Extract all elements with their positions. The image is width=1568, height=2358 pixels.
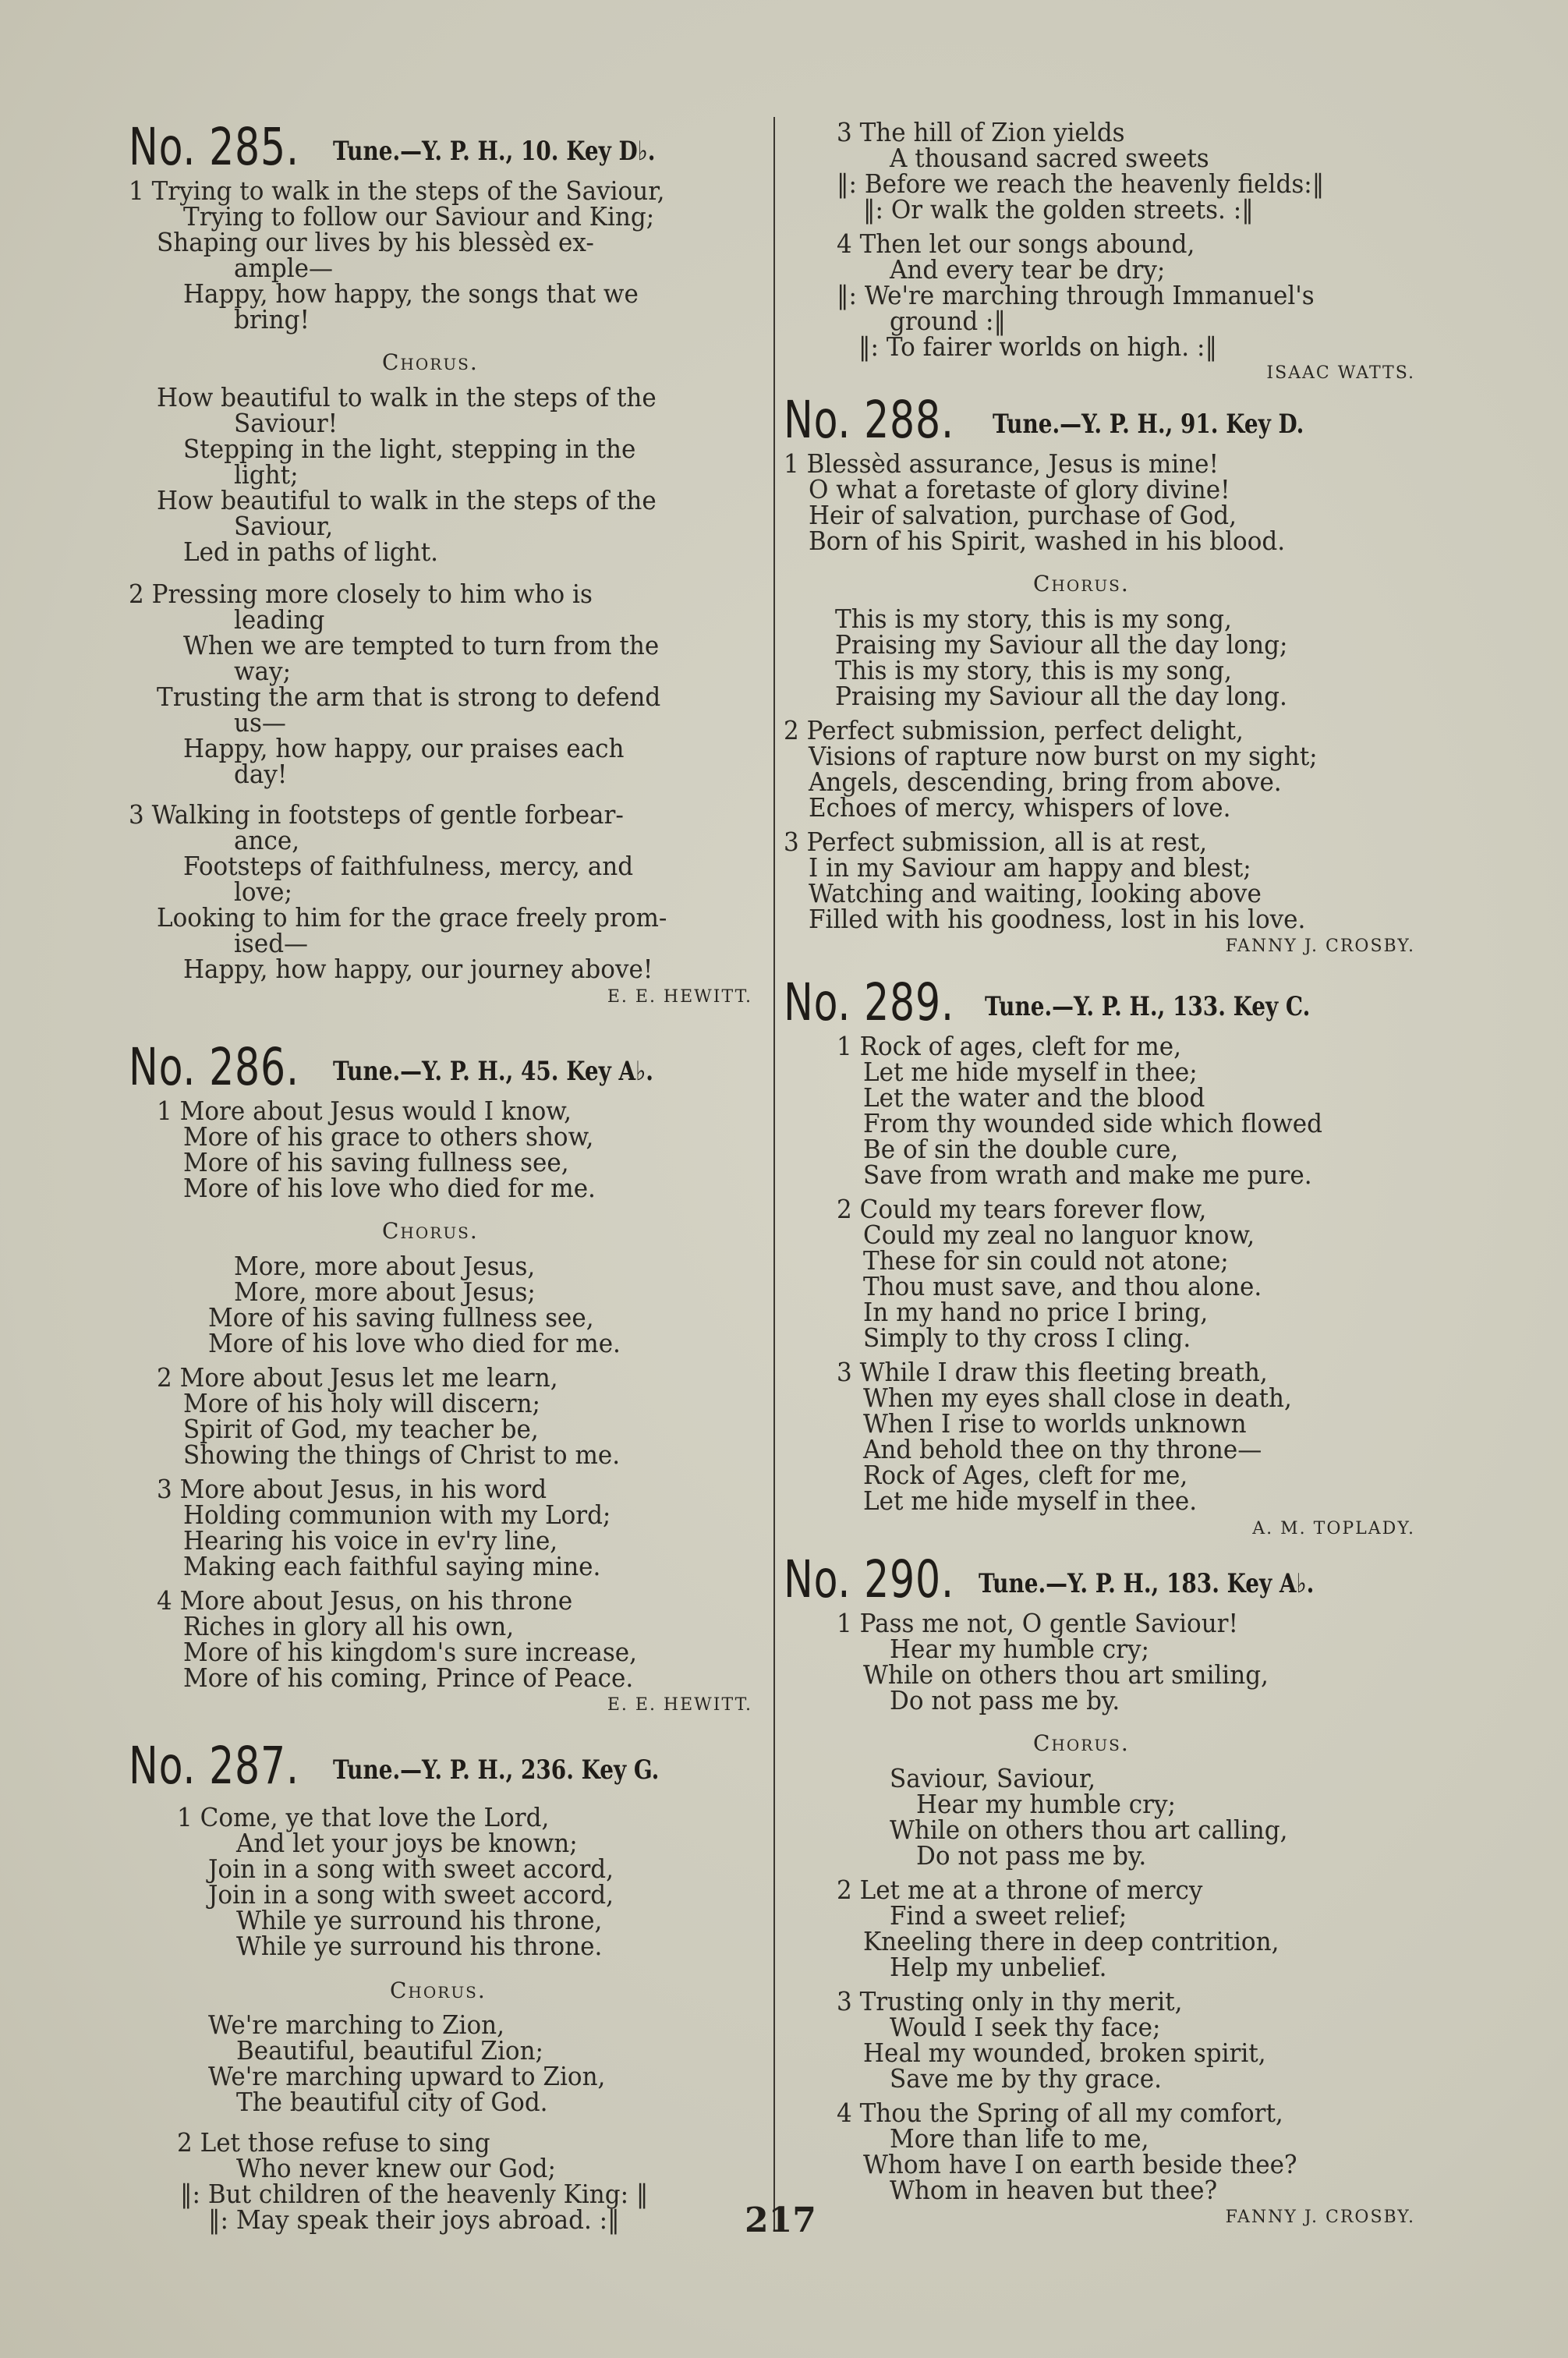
chorus-line: Saviour, Saviour, [890,1763,1096,1793]
hymn-286 [129,1036,768,1715]
chorus-line: We're marching to Zion, [208,2009,504,2040]
hymn-line: Hear my humble cry; [890,1634,1149,1664]
hymn-line: ‖: But children of the heavenly King: ‖ [180,2179,649,2209]
hymn-line: 2 More about Jesus let me learn, [157,1362,558,1393]
hymn-author: ISAAC WATTS. [1266,363,1415,383]
hymn-line: Let me hide myself in thee; [863,1057,1198,1087]
hymn-line: ‖: We're marching through Immanuel's [837,280,1315,310]
hymn-author: FANNY J. CROSBY. [1225,936,1415,956]
hymn-author: A. M. TOPLADY. [1252,1519,1415,1538]
hymn-line: 1 Come, ye that love the Lord, [177,1802,550,1832]
hymn-line: When we are tempted to turn from the [183,630,660,660]
chorus-line: Saviour! [234,408,338,438]
hymn-line: Let the water and the blood [863,1082,1205,1113]
hymn-line: More of his coming, Prince of Peace. [183,1662,634,1693]
tune-info: Tune.—Y. P. H., 91. Key D. [993,409,1304,440]
chorus-line: Do not pass me by. [916,1840,1147,1871]
hymn-author: E. E. HEWITT. [607,987,752,1007]
tune-info: Tune.—Y. P. H., 236. Key G. [333,1754,660,1786]
hymn-line: 3 The hill of Zion yields [837,117,1125,147]
chorus-label: Chorus. [1033,1730,1130,1756]
hymn-author: FANNY J. CROSBY. [1225,2208,1415,2227]
hymn-line: leading [234,604,325,635]
chorus-line: More, more about Jesus; [234,1276,536,1307]
hymn-line: Making each faithful saying mine. [183,1551,601,1581]
hymn-line: 2 Perfect submission, perfect delight, [784,715,1244,745]
hymn-line: Happy, how happy, the songs that we [183,278,639,309]
hymn-line: While on others thou art smiling, [863,1659,1269,1690]
chorus-line: More of his saving fullness see, [208,1302,594,1333]
chorus-line: More, more about Jesus, [234,1251,536,1281]
chorus-line: While on others thou art calling, [890,1815,1288,1845]
hymn-line: Footsteps of faithfulness, mercy, and [183,851,634,881]
hymn-line: ‖: Or walk the golden streets. :‖ [863,194,1254,225]
hymn-line: I in my Saviour am happy and blest; [809,852,1251,883]
hymn-line: 3 Walking in footsteps of gentle forbear- [129,799,624,830]
chorus-line: This is my story, this is my song, [835,655,1232,685]
hymn-line: Whom in heaven but thee? [890,2175,1218,2205]
chorus-line: Praising my Saviour all the day long. [835,681,1287,711]
hymn-290 [784,1548,1431,2227]
chorus-label: Chorus. [382,1218,479,1244]
hymn-line: A thousand sacred sweets [890,143,1209,173]
hymn-line: Happy, how happy, our praises each [183,733,625,763]
hymn-line: 3 Trusting only in thy merit, [837,1986,1183,2016]
hymn-line: Save me by thy grace. [890,2063,1162,2094]
hymn-line: 4 Then let our songs abound, [837,228,1195,259]
hymn-line: Spirit of God, my teacher be, [183,1414,539,1444]
hymn-line: More of his saving fullness see, [183,1147,569,1177]
hymn-line: us— [234,707,286,738]
chorus-line: Saviour, [234,511,334,541]
chorus-line: We're marching upward to Zion, [208,2061,606,2091]
hymn-line: Filled with his goodness, lost in his love. [809,904,1306,934]
hymn-line: 3 While I draw this fleeting breath, [837,1357,1268,1387]
chorus-label: Chorus. [390,1977,487,2003]
tune-info: Tune.—Y. P. H., 45. Key A♭. [333,1056,653,1087]
hymn-number: No. 287. [129,1736,299,1796]
hymn-line: day! [234,759,288,789]
hymn-line: More of his grace to others show, [183,1121,594,1152]
hymn-line: More of his love who died for me. [183,1173,596,1203]
tune-info: Tune.—Y. P. H., 10. Key D♭. [333,136,656,167]
hymn-line: 2 Let me at a throne of mercy [837,1875,1203,1905]
hymn-line: Showing the things of Christ to me. [183,1439,621,1470]
hymn-line: Simply to thy cross I cling. [863,1322,1191,1353]
chorus-line: How beautiful to walk in the steps of the [157,485,657,515]
hymn-header [129,1734,768,1804]
hymn-line: ised— [234,928,309,958]
hymn-number: No. 289. [784,972,954,1032]
hymn-line: Hearing his voice in ev'ry line, [183,1525,558,1556]
hymn-line: Find a sweet relief; [890,1900,1127,1931]
hymn-line: Echoes of mercy, whispers of love. [809,792,1231,823]
hymn-line: Let me hide myself in thee. [863,1485,1198,1516]
hymn-line: ample— [234,253,334,283]
hymn-line: And behold thee on thy throne— [863,1434,1262,1464]
hymn-line: Shaping our lives by his blessèd ex- [157,227,594,257]
chorus-line: Beautiful, beautiful Zion; [236,2035,544,2066]
hymn-line: Would I seek thy face; [890,2012,1161,2042]
hymn-number: No. 286. [129,1037,299,1097]
hymn-line: Trusting the arm that is strong to defend [157,682,661,712]
hymn-line: While ye surround his throne. [236,1931,603,1961]
hymn-line: More than life to me, [890,2123,1149,2154]
hymn-line: way; [234,656,292,686]
hymn-line: O what a foretaste of glory divine! [809,474,1230,505]
hymn-line: Be of sin the double cure, [863,1134,1179,1164]
hymn-line: 1 Rock of ages, cleft for me, [837,1031,1181,1061]
chorus-line: Led in paths of light. [183,536,439,567]
hymn-author: E. E. HEWITT. [607,1695,752,1715]
chorus-line: Stepping in the light, stepping in the [183,434,636,464]
hymn-line: Trying to follow our Saviour and King; [183,201,655,232]
hymn-line: Do not pass me by. [890,1685,1120,1715]
chorus-line: How beautiful to walk in the steps of the [157,382,657,412]
hymn-line: Angels, descending, bring from above. [809,767,1282,797]
hymn-line: 1 Blessèd assurance, Jesus is mine! [784,448,1219,479]
hymn-line: Kneeling there in deep contrition, [863,1926,1280,1956]
hymn-line: Join in a song with sweet accord, [208,1853,614,1884]
hymn-line: Born of his Spirit, washed in his blood. [809,526,1286,556]
hymn-line: 1 More about Jesus would I know, [157,1096,572,1126]
hymn-line: And every tear be dry; [890,254,1166,285]
chorus-line: light; [234,459,299,490]
hymn-line: Looking to him for the grace freely prom- [157,902,667,933]
hymn-line: 1 Pass me not, O gentle Saviour! [837,1608,1238,1638]
hymn-line: 4 More about Jesus, on his throne [157,1585,573,1616]
hymn-number: No. 290. [784,1549,954,1609]
hymn-line: Watching and waiting, looking above [809,878,1262,908]
hymn-number: No. 285. [129,117,299,177]
hymn-line: love; [234,876,292,907]
hymn-line: And let your joys be known; [236,1828,578,1858]
hymn-line: Who never knew our God; [236,2153,556,2183]
chorus-label: Chorus. [1033,571,1130,597]
hymn-line: ‖: To fairer worlds on high. :‖ [858,331,1217,362]
hymn-line: Riches in glory all his own, [183,1611,515,1641]
chorus-line: Hear my humble cry; [916,1789,1176,1819]
page-number: 217 [745,2200,816,2240]
chorus-line: The beautiful city of God. [236,2087,548,2117]
hymn-line: 3 More about Jesus, in his word [157,1474,547,1504]
hymn-line: 3 Perfect submission, all is at rest, [784,827,1208,857]
hymn-line: Heir of salvation, purchase of God, [809,500,1237,530]
hymn-line: bring! [234,304,310,335]
hymn-line: When my eyes shall close in death, [863,1383,1292,1413]
hymn-line: ‖: Before we reach the heavenly fields:‖ [837,168,1325,199]
hymn-line: ‖: May speak their joys abroad. :‖ [208,2204,620,2235]
tune-info: Tune.—Y. P. H., 133. Key C. [985,991,1311,1022]
column-divider [773,117,775,2230]
hymn-line: More of his holy will discern; [183,1388,541,1418]
hymn-line: These for sin could not atone; [863,1245,1229,1276]
hymn-line: Save from wrath and make me pure. [863,1160,1312,1190]
hymn-289 [784,971,1431,1538]
hymn-line: In my hand no price I bring, [863,1297,1209,1327]
tune-info: Tune.—Y. P. H., 183. Key A♭. [979,1568,1315,1599]
hymn-line: 4 Thou the Spring of all my comfort, [837,2098,1283,2128]
hymn-line: ground :‖ [890,306,1007,336]
hymn-287 [129,1734,768,2235]
hymn-line: Help my unbelief. [890,1952,1107,1982]
chorus-label: Chorus. [382,349,479,375]
hymn-line: Holding communion with my Lord; [183,1499,611,1530]
hymn-line: Happy, how happy, our journey above! [183,954,653,984]
chorus-line: This is my story, this is my song, [835,604,1232,634]
hymn-line: Visions of rapture now burst on my sight; [809,741,1318,771]
hymn-line: Heal my wounded, broken spirit, [863,2038,1266,2068]
hymn-line: 1 Trying to walk in the steps of the Saviour, [129,175,665,206]
hymn-line: More of his kingdom's sure increase, [183,1637,638,1667]
hymn-285 [129,115,768,1007]
hymn-line: 2 Pressing more closely to him who is [129,579,593,609]
chorus-line: Praising my Saviour all the day long; [835,629,1288,660]
hymn-line: Could my zeal no languor know, [863,1220,1255,1250]
hymn-line: Rock of Ages, cleft for me, [863,1460,1188,1490]
hymn-line: 2 Let those refuse to sing [177,2127,490,2158]
hymn-line: 2 Could my tears forever flow, [837,1194,1207,1224]
hymn-line: From thy wounded side which flowed [863,1108,1322,1138]
hymn-line: While ye surround his throne, [236,1905,603,1935]
chorus-line: More of his love who died for me. [208,1328,621,1358]
hymn-line: ance, [234,825,300,855]
hymn-288 [784,388,1431,956]
hymn-line: When I rise to worlds unknown [863,1408,1247,1439]
hymn-line: Join in a song with sweet accord, [208,1879,614,1910]
hymn-line: Whom have I on earth beside thee? [863,2149,1297,2179]
hymn-line: Thou must save, and thou alone. [863,1271,1262,1301]
hymn-number: No. 288. [784,390,954,450]
